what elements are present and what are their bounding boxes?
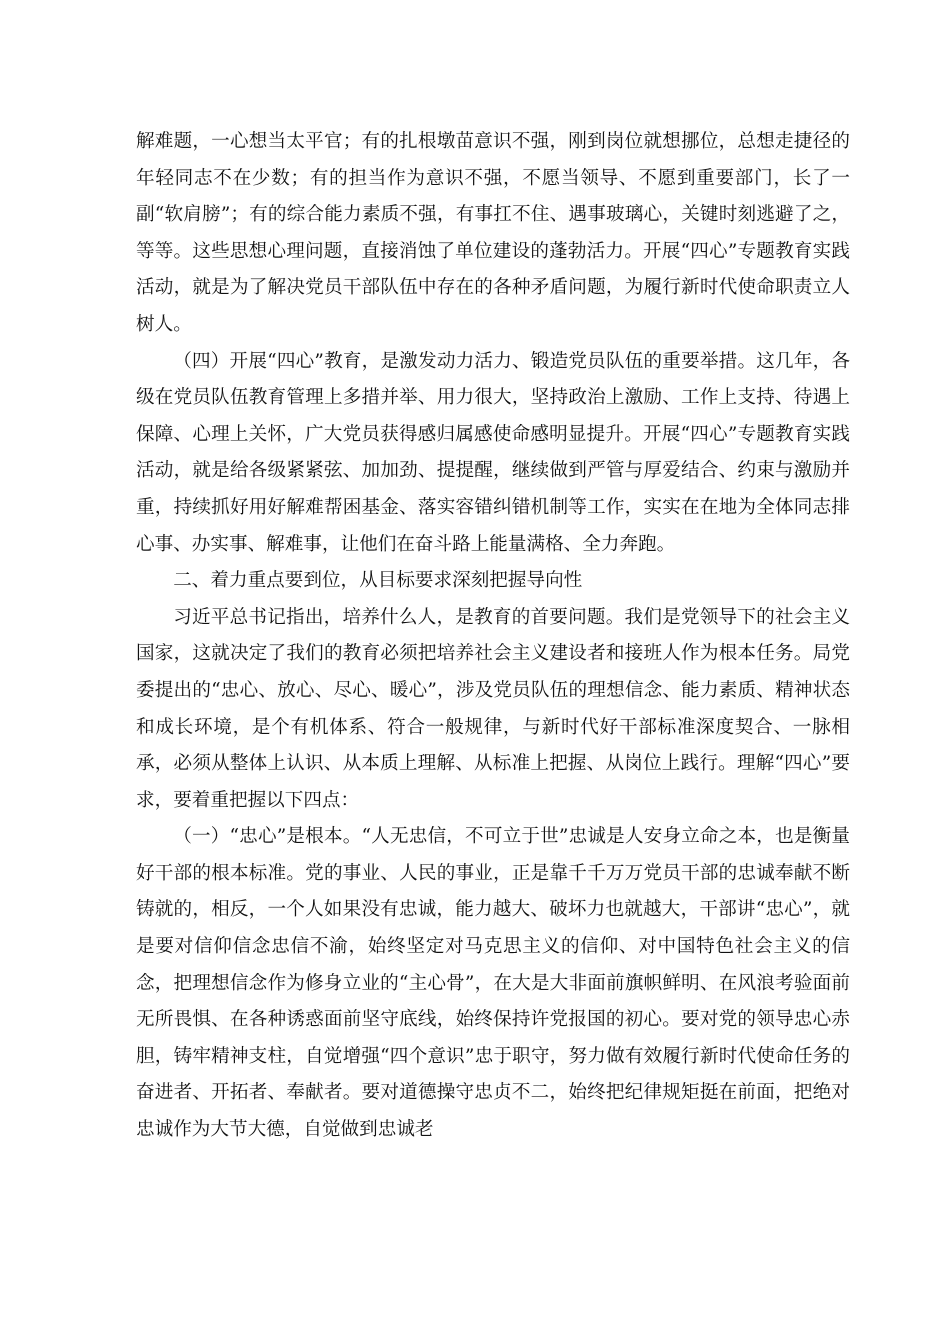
paragraph-continued: 解难题，一心想当太平官；有的扎根墩苗意识不强，刚到岗位就想挪位，总想走捷径的年轻同志不在少数；有的担当作为意识不强，不愿当领导、不愿到重要部门，长了一副“软肩膀”；有的综合能力素质不强，有事扛不住、遇事玻璃心，关键时刻逃避了之，等等。这些思想心理问题，直接消蚀了单位建设的蓬勃活力。开展“四心”专题教育实践活动，就是为了解决党员干部队伍中存在的各种矛盾问题，为履行新时代使命职责立人树人。: [136, 131, 850, 335]
paragraph-section-four: （四）开展“四心”教育，是激发动力活力、锻造党员队伍的重要举措。这几年，各级在党员队伍教育管理上多措并举、用力很大，坚持政治上激励、工作上支持、待遇上保障、心理上关怀，广大党员获得感归属感使命感明显提升。开展“四心”专题教育实践活动，就是给各级紧紧弦、加加劲、提提醒，继续做到严管与厚爱结合、约束与激励并重，持续抓好用好解难帮困基金、落实容错纠错机制等工作，实实在在地为全体同志排心事、办实事、解难事，让他们在奋斗路上能量满格、全力奔跑。: [136, 350, 850, 555]
paragraph-loyalty: （一）“忠心”是根本。“人无忠信，不可立于世”忠诚是人安身立命之本，也是衡量好干部的根本标准。党的事业、人民的事业，正是靠千千万万党员干部的忠诚奉献不断铸就的，相反，一个人如果没有忠诚，能力越大、破坏力也就越大，干部讲“忠心”，就是要对信仰信念忠信不渝，始终坚定对马克思主义的信仰、对中国特色社会主义的信念，把理想信念作为修身立业的“主心骨”，在大是大非面前旗帜鲜明、在风浪考验面前无所畏惧、在各种诱惑面前坚守底线，始终保持许党报国的初心。要对党的领导忠心赤胆，铸牢精神支柱，自觉增强“四个意识”忠于职守，努力做有效履行新时代使命任务的奋进者、开拓者、奉献者。要对道德操守忠贞不二，始终把纪律规矩挺在前面，把绝对忠诚作为大节大德，自觉做到忠诚老: [136, 826, 850, 1141]
paragraph-intro: 习近平总书记指出，培养什么人，是教育的首要问题。我们是党领导下的社会主义国家，这就决定了我们的教育必须把培养社会主义建设者和接班人作为根本任务。局党委提出的“忠心、放心、尽心、暖心”，涉及党员队伍的理想信念、能力素质、精神状态和成长环境，是个有机体系、符合一般规律，与新时代好干部标准深度契合、一脉相承，必须从整体上认识、从本质上理解、从标准上把握、从岗位上践行。理解“四心”要求，要着重把握以下四点：: [136, 606, 850, 811]
section-heading-two: 二、着力重点要到位，从目标要求深刻把握导向性: [173, 570, 583, 592]
document-body: [136, 124, 850, 1149]
